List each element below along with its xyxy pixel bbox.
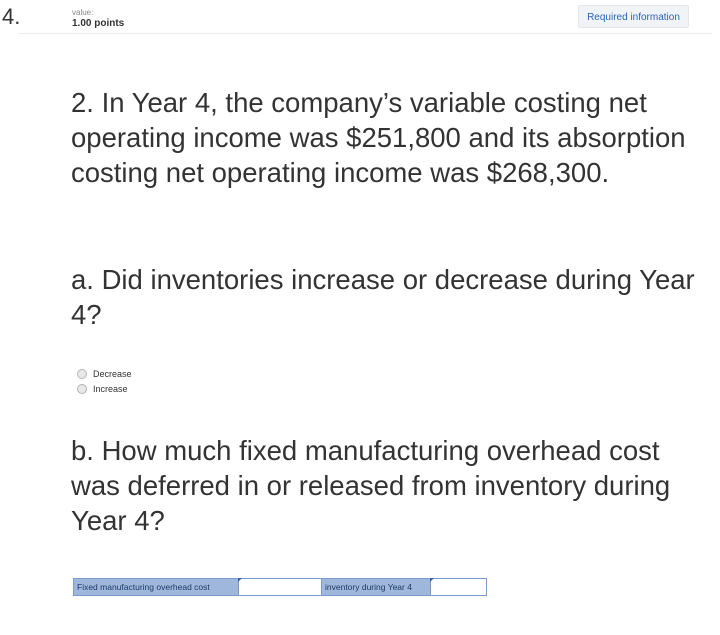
input-marker-icon [430,578,434,582]
value-label: value: [72,8,94,17]
option-decrease[interactable] [77,367,132,381]
question-part-a-text: a. Did inventories increase or decrease during Year 4? [71,264,695,330]
answer-row [73,578,487,596]
amount-input[interactable] [430,579,486,595]
option-decrease-label: Decrease [93,369,132,379]
radio-increase[interactable] [77,384,87,394]
answer-label-inventory: inventory during Year 4 [322,579,430,595]
dropdown-marker-icon [238,578,242,582]
deferred-released-select[interactable] [238,579,322,595]
answer-label-fixed-overhead: Fixed manufacturing overhead cost [74,579,238,595]
radio-decrease[interactable] [77,369,87,379]
required-information-button[interactable]: Required information [578,5,689,28]
header-divider [18,33,712,34]
points-value: 1.00 points [72,18,125,29]
value-block [72,8,124,30]
question-part-b-text: b. How much fixed manufacturing overhead cost was deferred in or released from inventory during Year 4? [71,435,671,536]
question-number: 4. [2,4,21,29]
question-part-2-text: 2. In Year 4, the company’s variable costing net operating income was $251,800 and its absorption costing net operating income was $268,300. [71,87,686,188]
option-increase[interactable] [77,382,128,396]
option-increase-label: Increase [93,384,128,394]
